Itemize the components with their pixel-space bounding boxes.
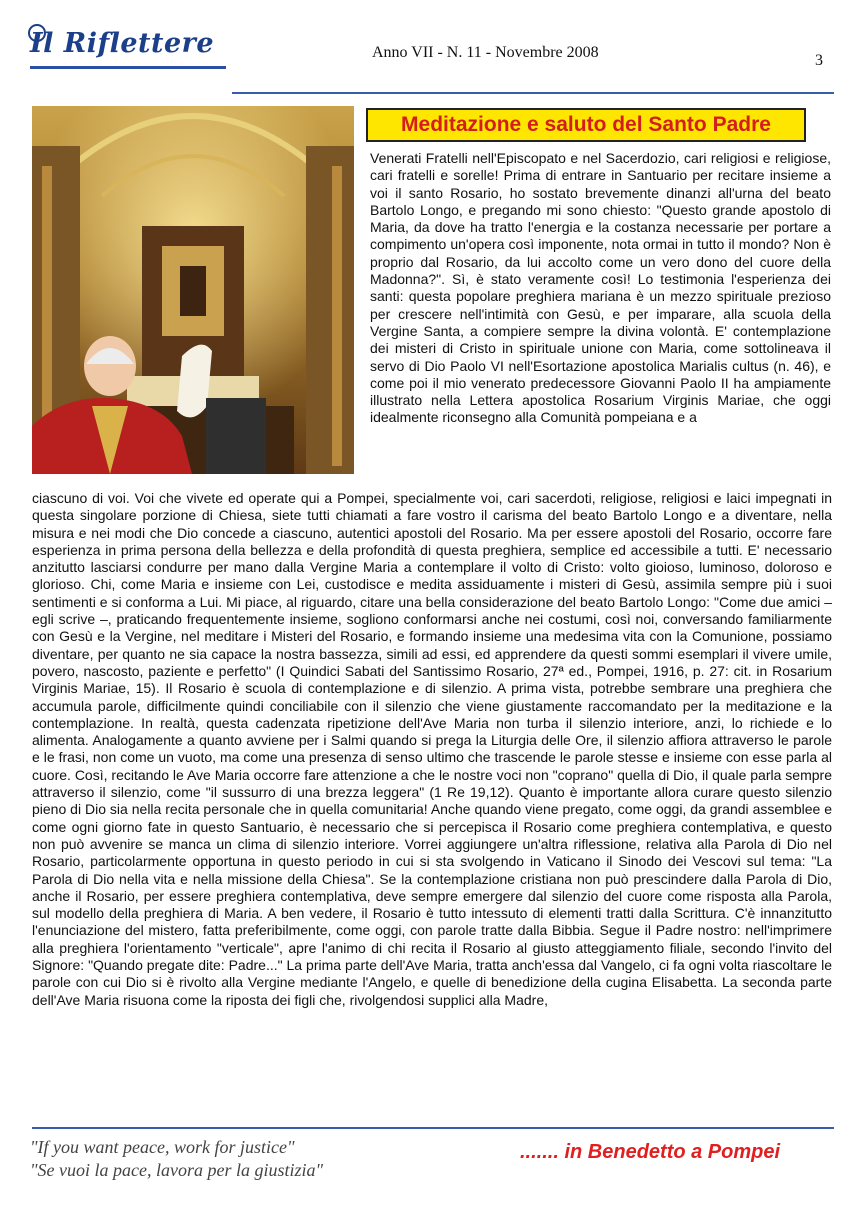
article-body-part1: Venerati Fratelli nell'Episcopato e nel Sacerdozio, cari religiosi e religiose, cari fratelli e sorelle! Prima di entrare in Santuario per recitare insieme a voi il santo Rosario, ho sostato brevemente dinanzi all'urna del beato Bartolo Longo, e pregando mi sono chiesto: "Questo grande apostolo di Maria, da dove ha tratto l'energia e la costanza necessarie per portare a compimento un'opera così imponente, nota ormai in tutto il mondo? Non è proprio dal Rosario, da lui accolto come un vero dono del cuore della Madonna?". Sì, è stato veramente così! Lo testimonia l'esperienza dei santi: questa popolare preghiera mariana è un mezzo spirituale prezioso per crescere nell'intimità con Gesù, e per imparare, alla scuola della Vergine Santa, a compiere sempre la divina volontà. E' contemplazione dei misteri di Cristo in spirituale unione con Maria, come sottolineava il servo di Dio Paolo VI nell'Esortazione apostolica Marialis cultus (n. 46), e come poi il mio venerato predecessore Giovanni Paolo II ha ampiamente illustrato nella Lettera apostolica Rosarium Virginis Mariae, che oggi idealmente riconsegno alla Comunità pompeiana e a bbox=[370, 150, 831, 426]
pope-sanctuary-photo bbox=[32, 106, 354, 474]
masthead-rule bbox=[30, 66, 226, 69]
issue-info: Anno VII - N. 11 - Novembre 2008 bbox=[372, 44, 599, 61]
page-number: 3 bbox=[815, 52, 823, 69]
footer-motto bbox=[30, 1136, 323, 1182]
masthead bbox=[28, 22, 228, 74]
article-title: Meditazione e saluto del Santo Padre bbox=[401, 113, 771, 136]
motto-italian: "Se vuoi la pace, lavora per la giustizia" bbox=[30, 1160, 324, 1180]
header-divider bbox=[232, 92, 834, 94]
article-body-part2: ciascuno di voi. Voi che vivete ed operate qui a Pompei, specialmente voi, cari sacerdoti, religiose, religiosi e laici impegnati in questa singolare porzione di Chiesa, siete tutti chiamati a fare vostro il carisma del beato Bartolo Longo e a diventare, nella misura e nei modi che Dio concede a ciascuno, autentici apostoli del Rosario. Ma per essere apostoli del Rosario, occorre fare esperienza in prima persona della bellezza e della profondità di questa preghiera, semplice ed accessibile a tutti. E' necessario anzitutto lasciarsi condurre per mano dalla Vergine Maria a contemplare il volto di Cristo: volto gioioso, luminoso, doloroso e glorioso. Chi, come Maria e insieme con Lei, custodisce e medita assiduamente i misteri di Gesù, assimila sempre più i suoi sentimenti e si conforma a Lui. Mi piace, al riguardo, citare una bella considerazione del beato Bartolo Longo: "Come due amici – egli scrive –, praticando frequentemente insieme, sogliono conformarsi anche nei costumi, così noi, conversando familiarmente con Gesù e la Vergine, nel meditare i Misteri del Rosario, e formando insieme una medesima vita con la Comunione, possiamo diventare, per quanto ne sia capace la nostra bassezza, simili ad essi, ed apprendere da questi sommi esemplari il vivere umile, povero, nascosto, paziente e perfetto" (I Quindici Sabati del Santissimo Rosario, 27ª ed., Pompei, 1916, p. 27: cit. in Rosarium Virginis Mariae, 15). Il Rosario è scuola di contemplazione e di silenzio. A prima vista, potrebbe sembrare una preghiera che accumula parole, difficilmente quindi conciliabile con il silenzio che viene giustamente raccomandato per la meditazione e la contemplazione. In realtà, questa cadenzata ripetizione dell'Ave Maria non turba il silenzio interiore, anzi, lo richiede e lo alimenta. Analogamente a quanto avviene per i Salmi quando si prega la Liturgia delle Ore, il silenzio affiora attraverso le parole e le frasi, non come un vuoto, ma come una presenza di senso ultimo che trascende le parole stesse e insieme con esse parla al cuore. Così, recitando le Ave Maria occorre fare attenzione a che le nostre voci non "coprano" quella di Dio, il quale parla sempre attraverso il silenzio, come "il sussurro di una brezza leggera" (1 Re 19,12). Quanto è importante allora curare questo silenzio pieno di Dio sia nella recita personale che in quella comunitaria! Anche quando viene pregato, come oggi, da grandi assemblee e come ogni giorno fate in questo Santuario, è necessario che si percepisca il Rosario come preghiera contemplativa, e questo non può avvenire se manca un clima di silenzio interiore. Vorrei aggiungere un'altra riflessione, relativa alla Parola di Dio nel Rosario, particolarmente opportuna in questo periodo in cui si sta svolgendo in Vaticano il Sinodo dei Vescovi sul tema: "La Parola di Dio nella vita e nella missione della Chiesa". Se la contemplazione cristiana non può prescindere dalla Parola di Dio, anche il Rosario, per essere preghiera contemplativa, deve sempre emergere dal silenzio del cuore come risposta alla Parola, sul modello della preghiera di Maria. A ben vedere, il Rosario è tutto intessuto di elementi tratti dalla Scrittura. C'è innanzitutto l'enunciazione del mistero, fatta preferibilmente, come oggi, con parole tratte dalla Bibbia. Segue il Padre nostro: nell'imprimere alla preghiera l'orientamento "verticale", apre l'animo di chi recita il Rosario al giusto atteggiamento filiale, secondo l'invito del Signore: "Quando pregate dite: Padre..." La prima parte dell'Ave Maria, tratta anch'essa dal Vangelo, ci fa ogni volta riascoltare le parole con cui Dio si è rivolto alla Vergine mediante l'Angelo, e quelle di benedizione della cugina Elisabetta. La seconda parte dell'Ave Maria risuona come la riposta dei figli che, rivolgendosi supplici alla Madre, bbox=[32, 490, 832, 1008]
article-title-box bbox=[366, 108, 806, 142]
motto-english: "If you want peace, work for justice" bbox=[30, 1137, 295, 1157]
footer-signoff: ....... in Benedetto a Pompei bbox=[520, 1141, 781, 1163]
publication-logo: Il Riflettere bbox=[30, 28, 215, 59]
article-full-width-text bbox=[32, 490, 832, 1117]
footer-divider bbox=[32, 1127, 834, 1129]
article-column-text bbox=[370, 150, 831, 490]
